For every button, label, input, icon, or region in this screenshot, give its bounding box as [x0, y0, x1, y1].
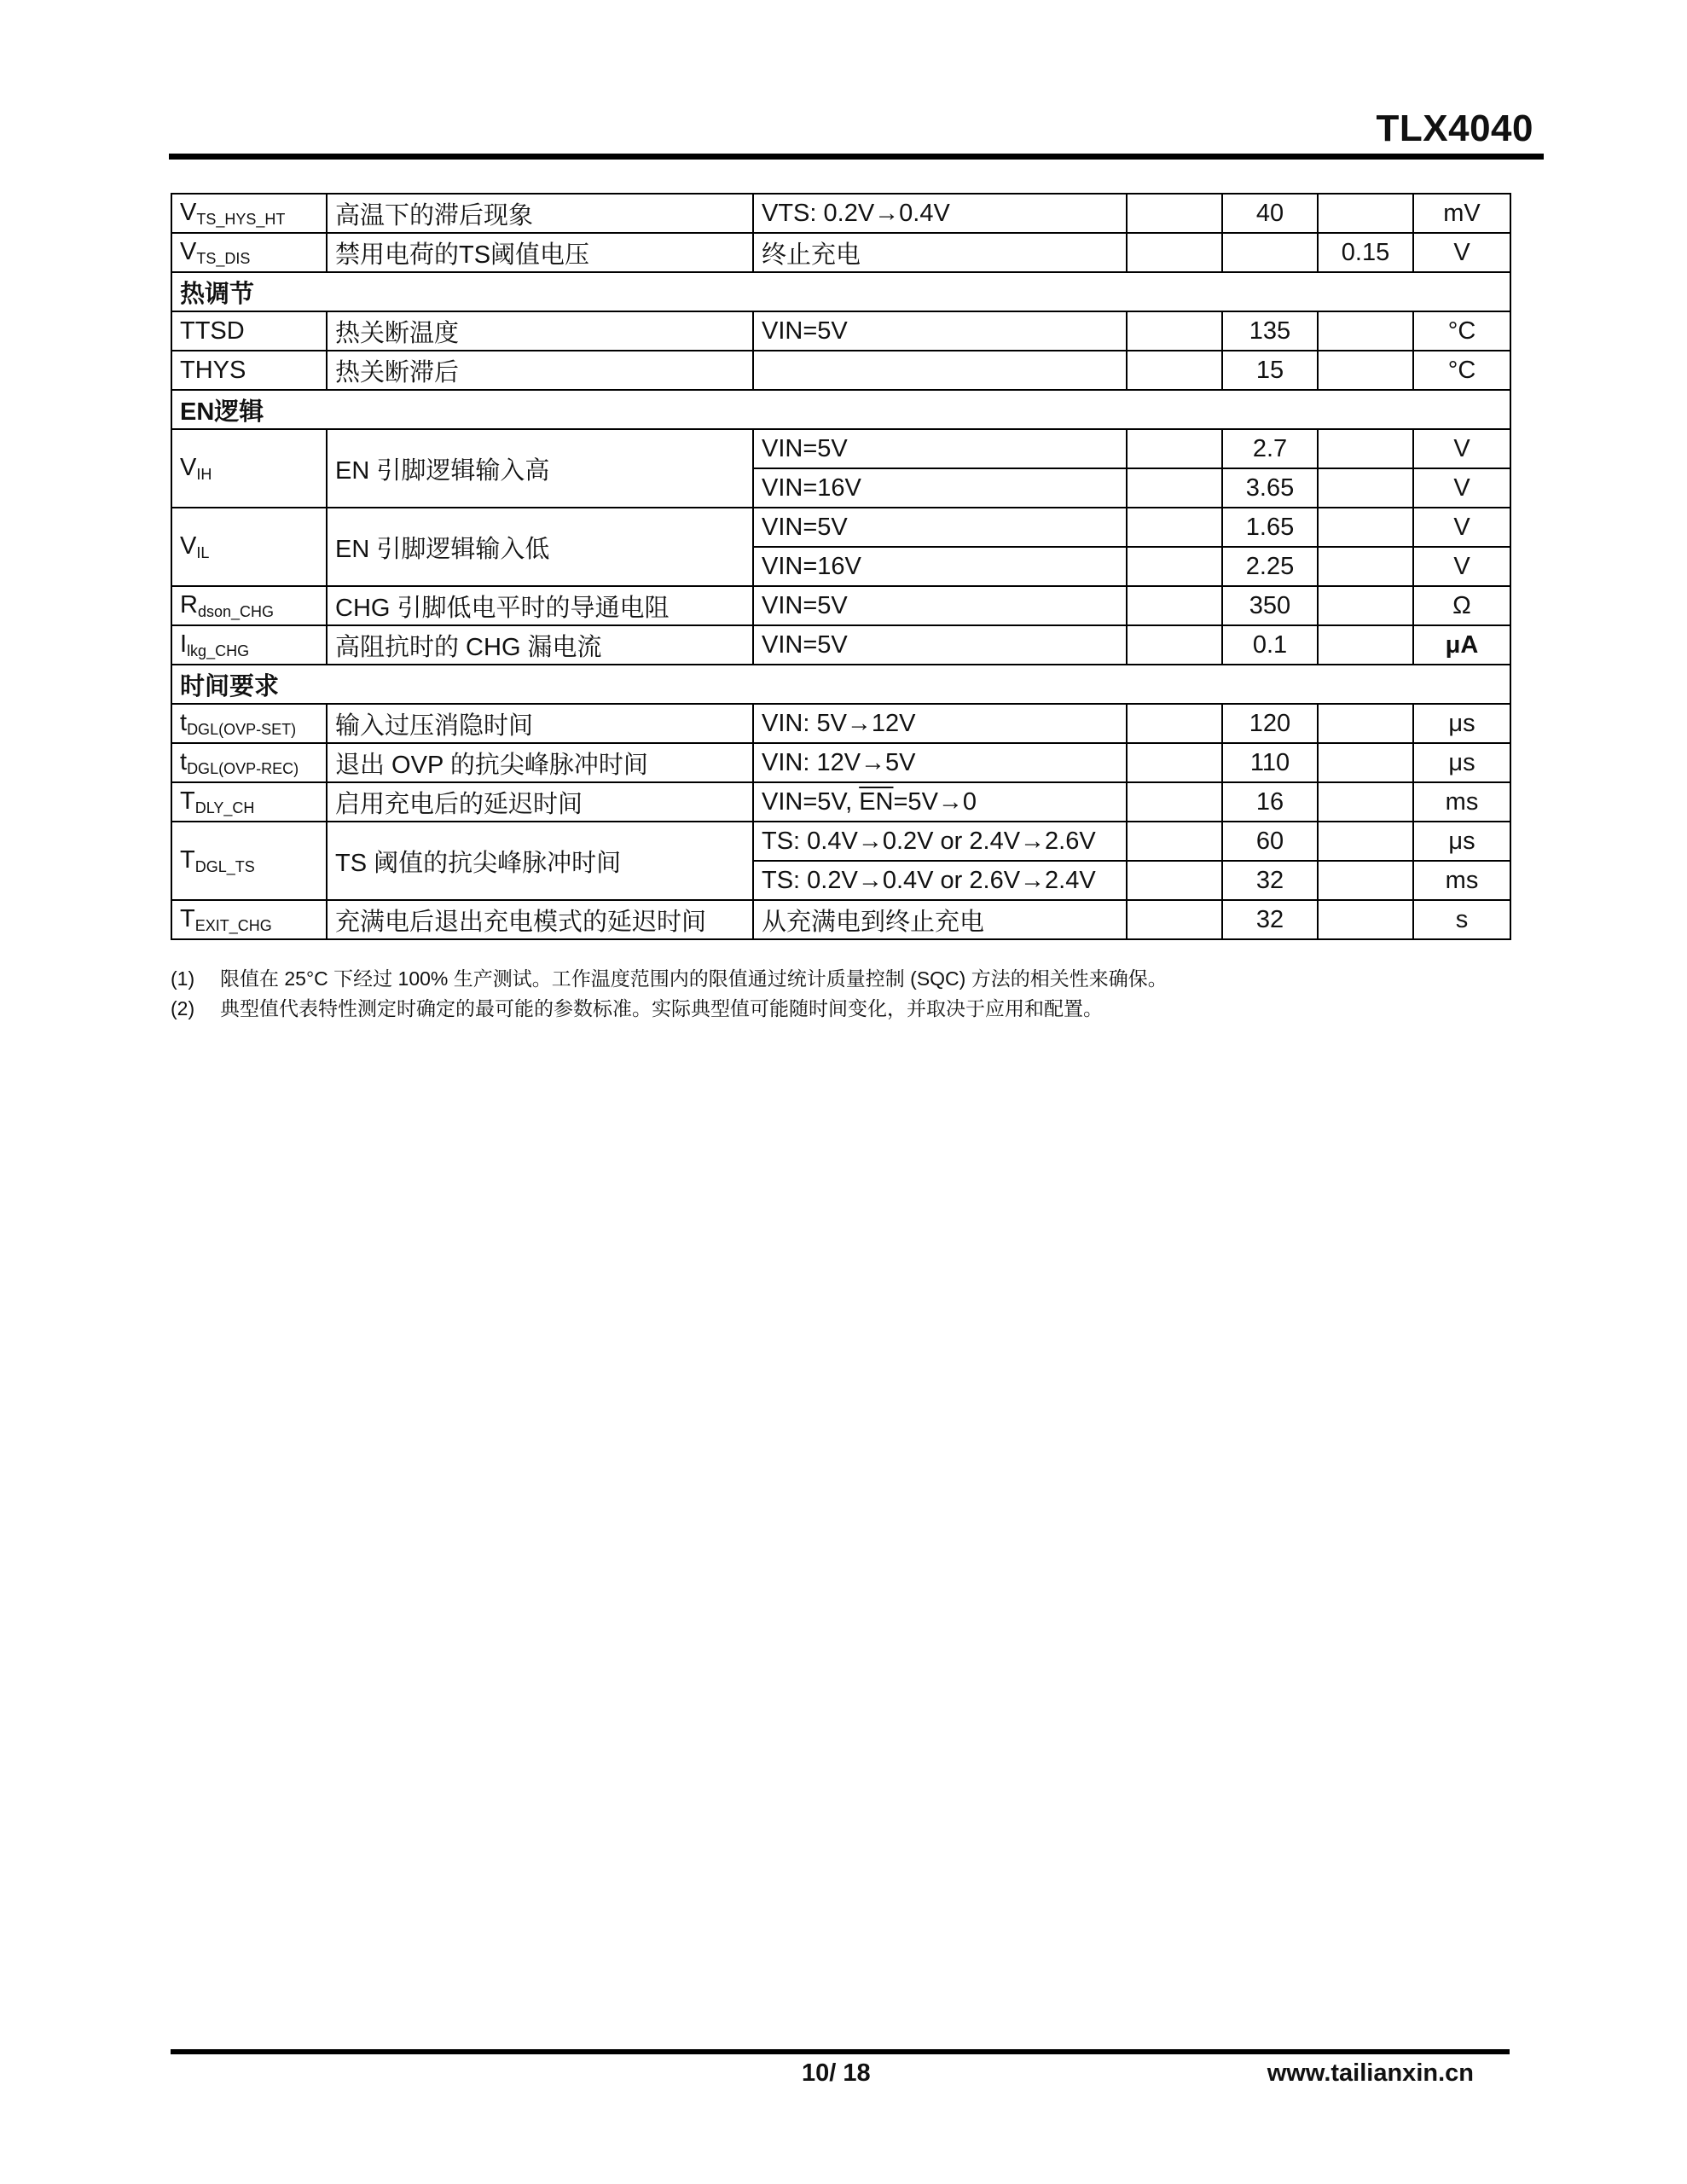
param-cell: $I_{lkg\_CHG}$: [171, 625, 327, 665]
cond-cell: VIN: 12V→5V: [753, 743, 1127, 782]
desc-cell: EN 引脚逻辑输入低: [327, 508, 753, 586]
desc-cell: 热关断滞后: [327, 351, 753, 390]
unit-cell: V: [1413, 233, 1510, 272]
max-cell: [1318, 625, 1413, 665]
typ-cell: 1.65: [1222, 508, 1318, 547]
website-link[interactable]: www.tailianxin.cn: [1267, 2059, 1474, 2087]
typ-cell: 0.1: [1222, 625, 1318, 665]
param-cell: TTSD: [171, 311, 327, 351]
cond-cell: 从充满电到终止充电: [753, 900, 1127, 939]
cond-cell: VIN=16V: [753, 547, 1127, 586]
section-heading: EN逻辑: [171, 390, 1510, 429]
min-cell: [1127, 900, 1222, 939]
param-cell: $t_{DGL(OVP-REC)}$: [171, 743, 327, 782]
min-cell: [1127, 625, 1222, 665]
param-cell: $t_{DGL(OVP-SET)}$: [171, 704, 327, 743]
table-row: [171, 900, 1510, 939]
table-row: [171, 194, 1510, 233]
typ-cell: 350: [1222, 586, 1318, 625]
param-cell: THYS: [171, 351, 327, 390]
cond-cell: 终止充电: [753, 233, 1127, 272]
typ-cell: 16: [1222, 782, 1318, 822]
param-cell: $V_{TS\_DIS}$: [171, 233, 327, 272]
param-cell: $R_{dson\_CHG}$: [171, 586, 327, 625]
min-cell: [1127, 508, 1222, 547]
cond-cell: VIN=5V: [753, 508, 1127, 547]
desc-cell: 高温下的滞后现象: [327, 194, 753, 233]
desc-cell: CHG 引脚低电平时的导通电阻: [327, 586, 753, 625]
document-part-number: TLX4040: [1376, 107, 1533, 149]
typ-cell: 32: [1222, 861, 1318, 900]
max-cell: [1318, 547, 1413, 586]
param-cell: $T_{EXIT\_CHG}$: [171, 900, 327, 939]
param-cell: $V_{TS\_HYS\_HT}$: [171, 194, 327, 233]
cond-cell: VIN=5V, $\overline{EN}=5V\to 0$: [753, 782, 1127, 822]
min-cell: [1127, 861, 1222, 900]
max-cell: [1318, 782, 1413, 822]
unit-cell: μs: [1413, 743, 1510, 782]
min-cell: [1127, 233, 1222, 272]
unit-cell: μs: [1413, 704, 1510, 743]
unit-cell: V: [1413, 508, 1510, 547]
unit-cell: °C: [1413, 351, 1510, 390]
unit-cell: °C: [1413, 311, 1510, 351]
min-cell: [1127, 311, 1222, 351]
typ-cell: 40: [1222, 194, 1318, 233]
unit-cell: mV: [1413, 194, 1510, 233]
typ-cell: 2.7: [1222, 429, 1318, 468]
note-item: [171, 964, 1168, 994]
min-cell: [1127, 704, 1222, 743]
en-overline: $\overline{EN}$: [859, 787, 894, 816]
desc-cell: EN 引脚逻辑输入高: [327, 429, 753, 508]
table-row: [171, 233, 1510, 272]
header-rule: [169, 154, 1544, 160]
min-cell: [1127, 547, 1222, 586]
param-cell: $V_{IL}$: [171, 508, 327, 586]
unit-cell: Ω: [1413, 586, 1510, 625]
electrical-characteristics-table: [171, 193, 1511, 940]
param-cell: $T_{DGL\_TS}$: [171, 822, 327, 900]
unit-cell: ms: [1413, 861, 1510, 900]
section-row: [171, 390, 1510, 429]
section-row: [171, 272, 1510, 311]
table-row: [171, 743, 1510, 782]
param-cell: $T_{DLY\_CH}$: [171, 782, 327, 822]
max-cell: [1318, 468, 1413, 508]
typ-cell: 3.65: [1222, 468, 1318, 508]
max-cell: 0.15: [1318, 233, 1413, 272]
min-cell: [1127, 822, 1222, 861]
max-cell: [1318, 194, 1413, 233]
cond-cell: VIN=5V: [753, 311, 1127, 351]
cond-cell: VIN=16V: [753, 468, 1127, 508]
max-cell: [1318, 508, 1413, 547]
typ-cell: 110: [1222, 743, 1318, 782]
max-cell: [1318, 311, 1413, 351]
table-row: [171, 625, 1510, 665]
unit-cell: V: [1413, 429, 1510, 468]
desc-cell: 启用充电后的延迟时间: [327, 782, 753, 822]
footer-rule: [171, 2049, 1510, 2054]
note-item: [171, 994, 1168, 1024]
note-text: 限值在 25°C 下经过 100% 生产测试。工作温度范围内的限值通过统计质量控制 (SQC) 方法的相关性来确保。: [220, 967, 1168, 990]
desc-cell: 禁用电荷的TS阈值电压: [327, 233, 753, 272]
desc-cell: 输入过压消隐时间: [327, 704, 753, 743]
section-heading: 时间要求: [171, 665, 1510, 704]
cond-cell: VTS: 0.2V→0.4V: [753, 194, 1127, 233]
max-cell: [1318, 704, 1413, 743]
section-row: [171, 665, 1510, 704]
typ-cell: 120: [1222, 704, 1318, 743]
unit-cell: s: [1413, 900, 1510, 939]
max-cell: [1318, 822, 1413, 861]
cond-cell: TS: 0.2V→0.4V or 2.6V→2.4V: [753, 861, 1127, 900]
typ-cell: 32: [1222, 900, 1318, 939]
section-heading: 热调节: [171, 272, 1510, 311]
table-row: [171, 782, 1510, 822]
typ-cell: 2.25: [1222, 547, 1318, 586]
min-cell: [1127, 468, 1222, 508]
table-notes: [171, 964, 1168, 1024]
unit-cell: μA: [1413, 625, 1510, 665]
max-cell: [1318, 351, 1413, 390]
cond-cell: VIN: 5V→12V: [753, 704, 1127, 743]
note-text: 典型值代表特性测定时确定的最可能的参数标准。实际典型值可能随时间变化，并取决于应用和配置。: [220, 997, 1103, 1019]
param-cell: $V_{IH}$: [171, 429, 327, 508]
min-cell: [1127, 782, 1222, 822]
max-cell: [1318, 743, 1413, 782]
max-cell: [1318, 586, 1413, 625]
page-number: 10/ 18: [802, 2059, 871, 2087]
table-row: [171, 704, 1510, 743]
cond-cell: VIN=5V: [753, 586, 1127, 625]
max-cell: [1318, 429, 1413, 468]
max-cell: [1318, 900, 1413, 939]
min-cell: [1127, 429, 1222, 468]
table-row: [171, 586, 1510, 625]
desc-cell: 充满电后退出充电模式的延迟时间: [327, 900, 753, 939]
unit-cell: V: [1413, 468, 1510, 508]
table-row: [171, 311, 1510, 351]
unit-cell: V: [1413, 547, 1510, 586]
desc-cell: 热关断温度: [327, 311, 753, 351]
table-row: [171, 429, 1510, 468]
table-row: [171, 822, 1510, 861]
cond-cell: [753, 351, 1127, 390]
typ-cell: [1222, 233, 1318, 272]
typ-cell: 15: [1222, 351, 1318, 390]
min-cell: [1127, 586, 1222, 625]
table-row: [171, 508, 1510, 547]
note-number: (1): [171, 967, 195, 990]
min-cell: [1127, 194, 1222, 233]
desc-cell: 高阻抗时的 CHG 漏电流: [327, 625, 753, 665]
desc-cell: 退出 OVP 的抗尖峰脉冲时间: [327, 743, 753, 782]
unit-cell: μs: [1413, 822, 1510, 861]
note-number: (2): [171, 997, 195, 1019]
desc-cell: TS 阈值的抗尖峰脉冲时间: [327, 822, 753, 900]
cond-cell: VIN=5V: [753, 429, 1127, 468]
table-row: [171, 351, 1510, 390]
cond-cell: TS: 0.4V→0.2V or 2.4V→2.6V: [753, 822, 1127, 861]
min-cell: [1127, 743, 1222, 782]
min-cell: [1127, 351, 1222, 390]
cond-cell: VIN=5V: [753, 625, 1127, 665]
unit-cell: ms: [1413, 782, 1510, 822]
typ-cell: 135: [1222, 311, 1318, 351]
max-cell: [1318, 861, 1413, 900]
typ-cell: 60: [1222, 822, 1318, 861]
